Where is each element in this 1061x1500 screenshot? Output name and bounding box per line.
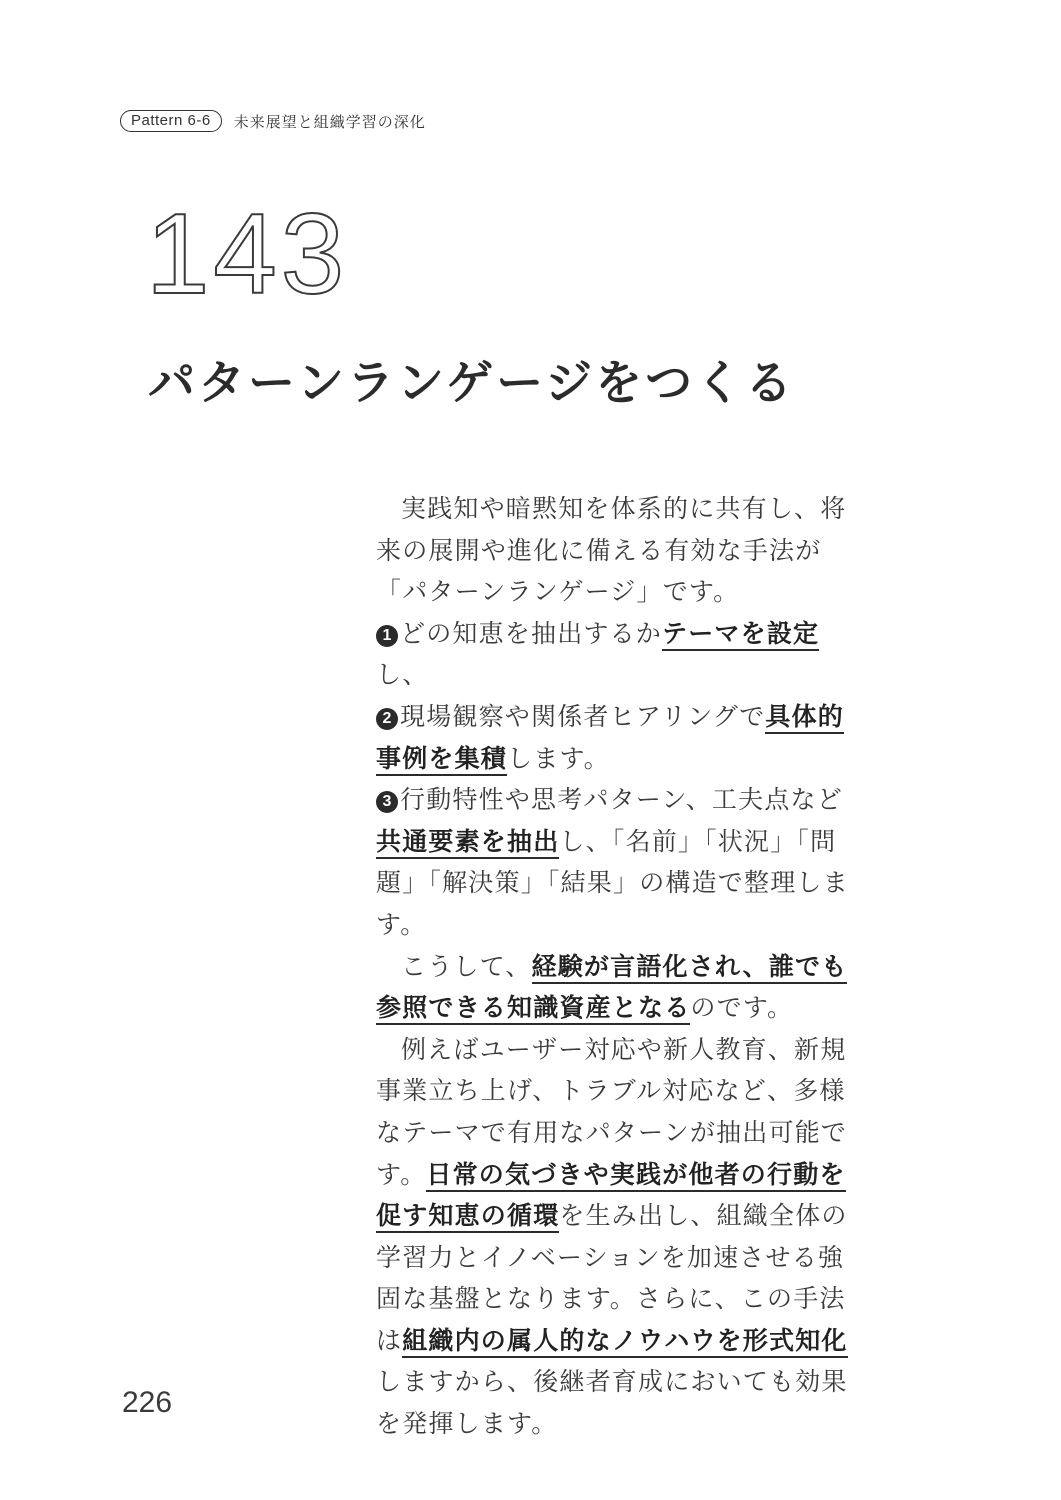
- step-1-post: し、: [376, 660, 429, 690]
- paragraph-3-mid: を生み出し、組織全体の学習力とイノベーションを加速させる強固な基盤となります。さらに、この手法は: [376, 1201, 848, 1355]
- section-title: 未来展望と組織学習の深化: [233, 112, 426, 131]
- step-2-number: 2: [376, 708, 398, 730]
- body-text: [376, 488, 858, 1445]
- item-number: 143: [146, 191, 349, 318]
- step-2: [376, 696, 858, 779]
- step-2-post: します。: [507, 743, 610, 773]
- paragraph-2-pre: こうして、: [401, 951, 532, 981]
- paragraph-3: [376, 1029, 858, 1445]
- step-1-highlight: テーマを設定: [662, 619, 819, 651]
- step-3: [376, 779, 858, 945]
- pattern-badge: Pattern 6-6: [120, 110, 222, 132]
- step-1-number: 1: [376, 625, 398, 647]
- step-1-pre: どの知恵を抽出するか: [400, 618, 663, 648]
- paragraph-2-highlight: 経験が言語化され、誰でも参照できる知識資産となる: [376, 952, 847, 1026]
- paragraph-3-highlight-2: 組織内の属人的なノウハウを形式知化: [402, 1326, 847, 1358]
- step-1: [376, 613, 858, 696]
- running-header: [120, 108, 426, 134]
- paragraph-3-post: しますから、後継者育成においても効果を発揮します。: [376, 1367, 848, 1439]
- step-3-post: し、「名前」「状況」「問題」「解決策」「結果」の構造で整理します。: [376, 826, 849, 939]
- page-number: 226: [122, 1386, 173, 1419]
- step-3-highlight: 共通要素を抽出: [376, 827, 559, 859]
- paragraph-2: [376, 946, 858, 1029]
- step-3-number: 3: [376, 791, 398, 813]
- page-title: パターンランゲージをつくる: [148, 356, 796, 411]
- step-2-highlight: 具体的事例を集積: [376, 702, 844, 776]
- step-3-pre: 行動特性や思考パターン、工夫点など: [400, 785, 843, 815]
- step-2-pre: 現場観察や関係者ヒアリングで: [400, 701, 766, 731]
- paragraph-3-pre: 例えばユーザー対応や新人教育、新規事業立ち上げ、トラブル対応など、多様なテーマで有用なパターンが抽出可能です。: [376, 1034, 848, 1189]
- paragraph-3-highlight-1: 日常の気づきや実践が他者の行動を促す知恵の循環: [376, 1160, 846, 1234]
- intro-paragraph: 実践知や暗黙知を体系的に共有し、将来の展開や進化に備える有効な手法が「パターンランゲージ」です。: [376, 494, 847, 607]
- paragraph-2-post: のです。: [690, 993, 794, 1023]
